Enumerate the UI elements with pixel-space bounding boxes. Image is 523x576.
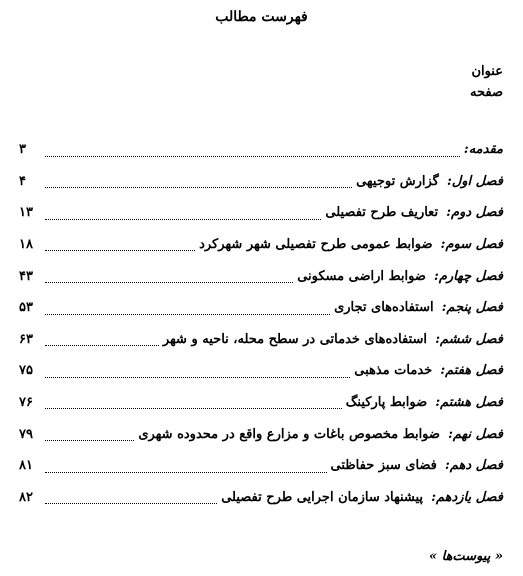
toc-entry-chapter-8 — [19, 387, 503, 419]
toc-entry-chapter-5 — [19, 292, 503, 324]
toc-chapter-label: فصل هفتم: — [440, 363, 503, 379]
dot-leader — [45, 156, 460, 157]
toc-page-number: ۳ — [19, 142, 26, 158]
dot-leader — [45, 408, 342, 409]
dot-leader — [45, 187, 352, 188]
toc-entry-title: گزارش توجیهی — [356, 173, 439, 189]
toc-entry-chapter-4 — [19, 260, 503, 292]
dot-leader — [45, 250, 195, 251]
toc-entry-title: فضای سبز حفاظتی — [330, 458, 437, 474]
toc-page-number: ۴۳ — [19, 268, 33, 284]
toc-page-number: ۱۸ — [19, 237, 33, 253]
toc-chapter-label: فصل نهم: — [448, 426, 503, 442]
toc-entry-title: تعاریف طرح تفصیلی — [325, 205, 439, 221]
toc-entry-chapter-3 — [19, 229, 503, 261]
toc-chapter-label: فصل دوم: — [446, 205, 503, 221]
toc-page-number: ۶۳ — [19, 331, 33, 347]
toc-entry-title: خدمات مذهبی — [354, 363, 433, 379]
dot-leader — [45, 503, 217, 504]
toc-page-number: ۷۹ — [19, 426, 33, 442]
table-of-contents — [19, 134, 503, 513]
toc-page-number: ۷۶ — [19, 395, 33, 411]
dot-leader — [45, 377, 350, 378]
toc-entry-chapter-7 — [19, 355, 503, 387]
dot-leader — [45, 472, 327, 473]
toc-entry-chapter-6 — [19, 324, 503, 356]
page-title: فهرست مطالب — [215, 9, 308, 25]
toc-chapter-label: فصل دهم: — [445, 458, 503, 474]
toc-chapter-label: فصل ششم: — [435, 331, 503, 347]
toc-page-number: ۸۲ — [19, 489, 33, 505]
toc-entry-title: ضوابط عمومی طرح تفصیلی شهر شهرکرد — [199, 237, 433, 253]
toc-entry-title: پیشنهاد سازمان اجرایی طرح تفصیلی — [221, 489, 424, 505]
toc-entry-title: استفاده‌های خدماتی در سطح محله، ناحیه و شهر — [162, 331, 428, 347]
toc-entry-chapter-2 — [19, 197, 503, 229]
toc-entry-title: ضوابط مخصوص باغات و مزارع واقع در محدوده شهری — [138, 426, 440, 442]
dot-leader — [45, 345, 159, 346]
column-heading-page: صفحه — [470, 85, 503, 100]
dot-leader — [45, 440, 134, 441]
toc-chapter-label: فصل سوم: — [440, 237, 503, 253]
dot-leader — [45, 282, 293, 283]
toc-entry-introduction — [19, 134, 503, 166]
toc-chapter-label: فصل هشتم: — [435, 395, 503, 411]
column-heading-title: عنوان — [471, 64, 503, 79]
toc-chapter-label: فصل چهارم: — [434, 268, 503, 284]
dot-leader — [45, 219, 321, 220]
toc-entry-title: ضوابط پارکینگ — [345, 395, 428, 411]
toc-entry-chapter-1 — [19, 166, 503, 198]
toc-page-number: ۵۳ — [19, 300, 33, 316]
toc-entry-title: ضوابط اراضی مسکونی — [297, 268, 426, 284]
toc-entry-chapter-11 — [19, 482, 503, 514]
toc-page-number: ۴ — [19, 173, 26, 189]
toc-page-number: ۸۱ — [19, 458, 33, 474]
toc-entry-title: استفاده‌های تجاری — [334, 300, 434, 316]
toc-entry-chapter-10 — [19, 450, 503, 482]
toc-chapter-label: فصل اول: — [447, 173, 503, 189]
dot-leader — [45, 314, 330, 315]
toc-page-number: ۱۳ — [19, 205, 33, 221]
toc-chapter-label: مقدمه: — [463, 142, 503, 158]
toc-chapter-label: فصل یازدهم: — [431, 489, 503, 505]
toc-entry-chapter-9 — [19, 418, 503, 450]
appendix-heading: « پیوست‌ها » — [428, 549, 503, 564]
toc-page-number: ۷۵ — [19, 363, 33, 379]
toc-chapter-label: فصل پنجم: — [441, 300, 503, 316]
